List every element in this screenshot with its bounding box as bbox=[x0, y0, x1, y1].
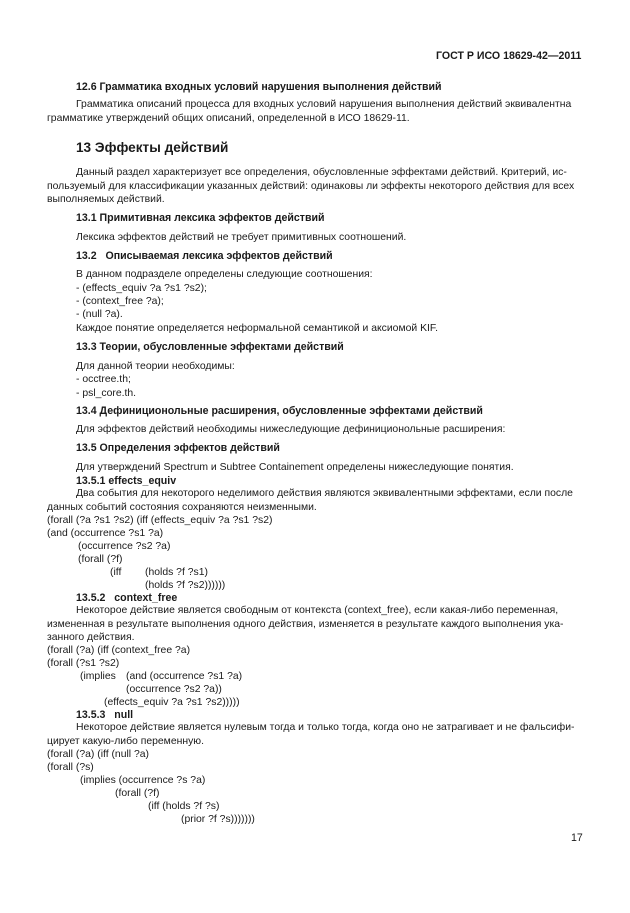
section-13-5-1-heading: 13.5.1 effects_equiv bbox=[76, 475, 177, 487]
section-13-2-line: - (effects_equiv ?a ?s1 ?s2); bbox=[76, 283, 207, 294]
section-13-4-text: Для эффектов действий необходимы нижеследующие дефиниционольные расширения: bbox=[76, 424, 506, 435]
section-13-5-3-text-line: Некоторое действие является нулевым тогда и только тогда, когда оно не затрагивает и не фальсифи- bbox=[76, 722, 575, 733]
section-13-2-line: В данном подразделе определены следующие соотношения: bbox=[76, 269, 373, 280]
section-13-5-text: Для утверждений Spectrum и Subtree Containement определены нижеследующие понятия. bbox=[76, 462, 514, 473]
section-13-5-2-text-line: Некоторое действие является свободным от контекста (context_free), если какая-либо переменная, bbox=[76, 605, 559, 616]
section-13-intro-line: пользуемый для классификации указанных действий: одинаковы ли эффекты некоторого действия для всех bbox=[47, 181, 575, 192]
section-13-5-3-text-line: цирует какую-либо переменную. bbox=[47, 736, 204, 747]
section-13-4-heading: 13.4 Дефиниционольные расширения, обусловленные эффектами действий bbox=[76, 405, 483, 417]
code-line: (occurrence ?s2 ?a)) bbox=[126, 684, 222, 695]
code-line: (prior ?f ?s))))))) bbox=[181, 814, 255, 825]
section-13-3-heading: 13.3 Теории, обусловленные эффектами действий bbox=[76, 341, 344, 353]
page-number: 17 bbox=[571, 832, 583, 844]
code-line: (forall (?f) bbox=[78, 554, 123, 565]
section-13-intro-line: выполняемых действий. bbox=[47, 194, 165, 205]
section-13-3-line: - occtree.th; bbox=[76, 374, 131, 385]
section-13-5-1-text-line: данных событий состояния сохраняются неизменными. bbox=[47, 502, 317, 513]
code-line: (forall (?a) (iff (context_free ?a) bbox=[47, 645, 191, 656]
document-id: ГОСТ Р ИСО 18629-42—2011 bbox=[436, 50, 582, 62]
code-line: (forall (?a) (iff (null ?a) bbox=[47, 749, 150, 760]
section-12-6-text-line: грамматике утверждений общих описаний, определенной в ИСО 18629-11. bbox=[47, 113, 410, 124]
section-13-2-line: - (null ?a). bbox=[76, 309, 123, 320]
section-13-2-line: Каждое понятие определяется неформальной семантикой и аксиомой KIF. bbox=[76, 323, 438, 334]
code-line: (forall (?s1 ?s2) bbox=[47, 658, 120, 669]
code-line: (iff bbox=[110, 567, 122, 578]
code-line: (iff (holds ?f ?s) bbox=[148, 801, 220, 812]
code-line: (and (occurrence ?s1 ?a) bbox=[126, 671, 243, 682]
code-line: (forall (?a ?s1 ?s2) (iff (effects_equiv ?a ?s1 ?s2) bbox=[47, 515, 273, 526]
section-13-2-line: - (context_free ?a); bbox=[76, 296, 164, 307]
code-line: (implies (occurrence ?s ?a) bbox=[80, 775, 206, 786]
section-13-3-line: Для данной теории необходимы: bbox=[76, 361, 235, 372]
section-13-intro-line: Данный раздел характеризует все определения, обусловленные эффектами действий. Критерий, ис- bbox=[76, 167, 567, 178]
code-line: (forall (?s) bbox=[47, 762, 94, 773]
code-line: (implies bbox=[80, 671, 116, 682]
code-line: (and (occurrence ?s1 ?a) bbox=[47, 528, 164, 539]
section-13-1-text: Лексика эффектов действий не требует примитивных соотношений. bbox=[76, 232, 407, 243]
section-12-6-heading: 12.6 Грамматика входных условий нарушения выполнения действий bbox=[76, 81, 442, 93]
code-line: (holds ?f ?s2)))))) bbox=[145, 580, 226, 591]
section-13-5-3-heading: 13.5.3 null bbox=[76, 709, 134, 721]
section-13-5-2-heading: 13.5.2 context_free bbox=[76, 592, 178, 604]
section-13-heading: 13 Эффекты действий bbox=[76, 140, 229, 155]
section-13-2-heading: 13.2 Описываемая лексика эффектов действий bbox=[76, 250, 333, 262]
section-13-1-heading: 13.1 Примитивная лексика эффектов действий bbox=[76, 212, 325, 224]
section-13-5-heading: 13.5 Определения эффектов действий bbox=[76, 442, 280, 454]
code-line: (holds ?f ?s1) bbox=[145, 567, 208, 578]
code-line: (forall (?f) bbox=[115, 788, 160, 799]
code-line: (effects_equiv ?a ?s1 ?s2))))) bbox=[104, 697, 240, 708]
code-line: (occurrence ?s2 ?a) bbox=[78, 541, 171, 552]
section-13-3-line: - psl_core.th. bbox=[76, 388, 137, 399]
section-13-5-1-text-line: Два события для некоторого неделимого действия являются эквивалентными эффектами, если после bbox=[76, 488, 573, 499]
section-13-5-2-text-line: измененная в результате выполнения одного действия, изменяется в результате каждого выполнения ука- bbox=[47, 619, 564, 630]
section-12-6-text-line: Грамматика описаний процесса для входных условий нарушения выполнения действий эквивалентна bbox=[76, 99, 572, 110]
section-13-5-2-text-line: занного действия. bbox=[47, 632, 135, 643]
